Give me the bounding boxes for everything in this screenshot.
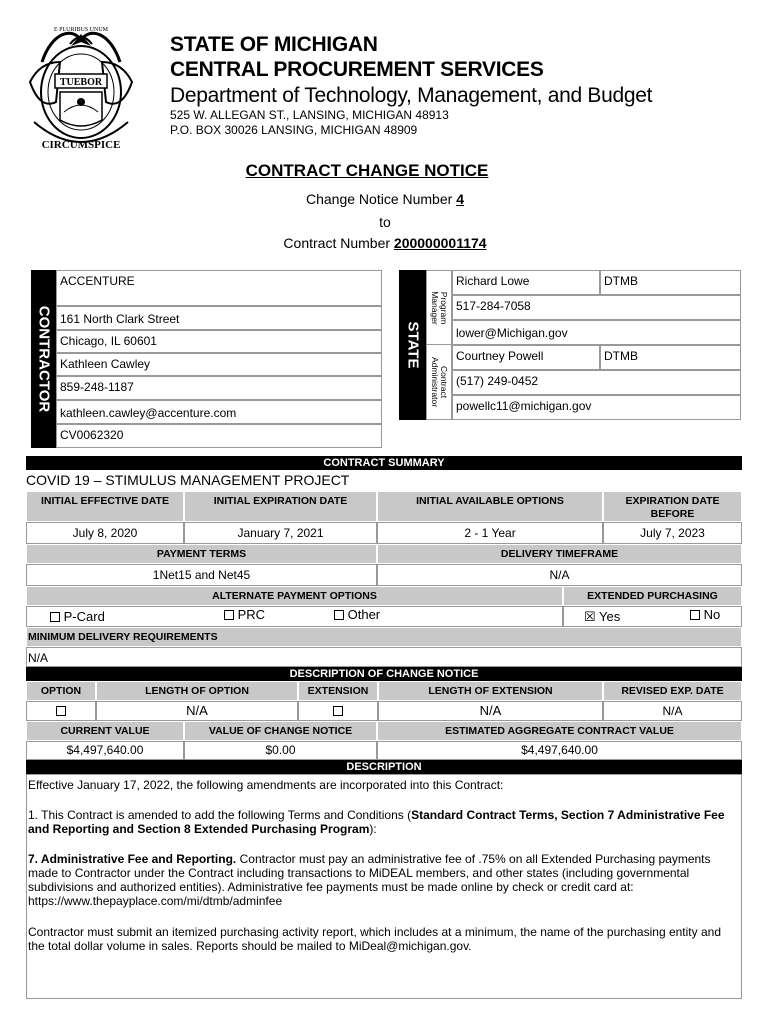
delivery-timeframe-header: DELIVERY TIMEFRAME xyxy=(377,544,742,564)
contract-administrator-label-box xyxy=(426,345,452,420)
contract-summary-band: CONTRACT SUMMARY xyxy=(26,456,742,470)
payment-terms-value: 1Net15 and Net45 xyxy=(26,564,377,586)
program-manager-label: Program Manager xyxy=(430,290,449,325)
header-address-pobox: P.O. BOX 30026 LANSING, MICHIGAN 48909 xyxy=(170,123,418,137)
alternate-payment-options-row xyxy=(26,606,563,627)
pcard-label: P-Card xyxy=(63,609,105,624)
change-notice-band: DESCRIPTION OF CHANGE NOTICE xyxy=(26,667,742,681)
pm-phone: 517-284-7058 xyxy=(452,295,741,320)
contractor-phone: 859-248-1187 xyxy=(56,376,382,400)
length-of-option-value: N/A xyxy=(96,701,298,721)
notice-title: CONTRACT CHANGE NOTICE xyxy=(245,161,489,180)
ca-email: powellc11@michigan.gov xyxy=(452,395,741,420)
option-header: OPTION xyxy=(26,681,96,701)
contractor-contact: Kathleen Cawley xyxy=(56,353,382,376)
contractor-street: 161 North Clark Street xyxy=(56,306,382,330)
amendment-text: 1. This Contract is amended to add the following Terms and Conditions ( xyxy=(28,808,412,822)
seal-motto-text: CIRCUMSPICE xyxy=(41,139,121,151)
header-address-street: 525 W. ALLEGAN ST., LANSING, MICHIGAN 48913 xyxy=(170,108,449,122)
minimum-delivery-header: MINIMUM DELIVERY REQUIREMENTS xyxy=(26,627,742,647)
admin-fee-text: Contractor must pay an administrative fee of .75% on all Extended Purchasing payments made to Contractor under the Contract including transactions to MiDEAL members, and other states (including governmental subdivisions and authorized entities). Administrative fee payments must be made online by check or credit card at: https://www.thepayplace.com/mi/dtmb/adminfee xyxy=(28,852,711,908)
state-label: STATE xyxy=(404,321,421,369)
pm-name: Richard Lowe xyxy=(452,270,600,295)
initial-effective-date-value: July 8, 2020 xyxy=(26,522,184,544)
extension-header: EXTENSION xyxy=(298,681,378,701)
contractor-label: CONTRACTOR xyxy=(35,305,52,413)
estimated-aggregate-value-header: ESTIMATED AGGREGATE CONTRACT VALUE xyxy=(377,721,742,741)
pm-email: lower@Michigan.gov xyxy=(452,320,741,345)
contractor-email: kathleen.cawley@accenture.com xyxy=(56,400,382,424)
current-value-header: CURRENT VALUE xyxy=(26,721,184,741)
amendment-close: ): xyxy=(369,822,377,836)
option-checkbox[interactable] xyxy=(56,706,66,716)
no-checkbox[interactable] xyxy=(690,610,700,620)
yes-checked-box-icon[interactable]: ☒ xyxy=(584,609,596,624)
expiration-date-before-header-line1: EXPIRATION DATE xyxy=(625,495,720,507)
description-amendment xyxy=(28,808,740,836)
value-of-change-notice: $0.00 xyxy=(184,741,377,760)
description-band: DESCRIPTION xyxy=(26,760,742,774)
description-admin-fee xyxy=(28,852,740,908)
length-of-extension-header: LENGTH OF EXTENSION xyxy=(378,681,603,701)
minimum-delivery-value: N/A xyxy=(26,647,742,667)
initial-available-options-value: 2 - 1 Year xyxy=(377,522,603,544)
revised-exp-date-value: N/A xyxy=(603,701,742,721)
expiration-date-before-header-line2: BEFORE xyxy=(650,508,695,520)
expiration-date-before-value: July 7, 2023 xyxy=(603,522,742,544)
extension-checkbox[interactable] xyxy=(333,706,343,716)
to-line: to xyxy=(379,214,391,230)
current-value: $4,497,640.00 xyxy=(26,741,184,760)
initial-available-options-header: INITIAL AVAILABLE OPTIONS xyxy=(377,491,603,522)
contractor-vendor-id: CV0062320 xyxy=(56,424,382,448)
other-checkbox[interactable] xyxy=(334,610,344,620)
michigan-seal-icon xyxy=(22,22,140,152)
contractor-name: ACCENTURE xyxy=(56,270,382,306)
description-intro: Effective January 17, 2022, the following amendments are incorporated into this Contract: xyxy=(28,778,504,792)
change-notice-number: 4 xyxy=(456,191,464,207)
pm-agency: DTMB xyxy=(600,270,741,295)
contract-number-label: Contract Number xyxy=(283,235,391,251)
contractor-label-bar xyxy=(31,270,56,448)
prc-label: PRC xyxy=(237,607,266,622)
contract-administrator-label: Contract Administrator xyxy=(430,356,449,408)
extension-cell xyxy=(298,701,378,721)
ca-agency: DTMB xyxy=(600,345,741,370)
seal-banner-text: TUEBOR xyxy=(59,77,103,88)
delivery-timeframe-value: N/A xyxy=(377,564,742,586)
payment-terms-header: PAYMENT TERMS xyxy=(26,544,377,564)
change-notice-label: Change Notice Number xyxy=(306,191,453,207)
ca-name: Courtney Powell xyxy=(452,345,600,370)
pcard-checkbox[interactable] xyxy=(50,612,60,622)
expiration-date-before-header xyxy=(603,491,742,522)
contractor-city: Chicago, IL 60601 xyxy=(56,330,382,353)
estimated-aggregate-value: $4,497,640.00 xyxy=(377,741,742,760)
no-label: No xyxy=(703,607,721,622)
prc-checkbox[interactable] xyxy=(224,610,234,620)
extended-purchasing-header: EXTENDED PURCHASING xyxy=(563,586,742,606)
value-of-change-notice-header: VALUE OF CHANGE NOTICE xyxy=(184,721,377,741)
option-cell xyxy=(26,701,96,721)
yes-label: Yes xyxy=(599,609,621,624)
amendment-terms: Standard Contract Terms, Section 7 Administrative Fee and Reporting and Section 8 Extended Purchasing Program xyxy=(28,808,725,836)
description-reporting: Contractor must submit an itemized purchasing activity report, which includes at a minimum, the name of the purchasing entity and the total dollar volume in sales. Reports should be mailed to MiDeal@michigan.gov. xyxy=(28,925,721,953)
no-option[interactable] xyxy=(690,607,720,622)
ca-phone: (517) 249-0452 xyxy=(452,370,741,395)
admin-fee-heading: 7. Administrative Fee and Reporting. xyxy=(28,852,237,866)
program-manager-label-box xyxy=(426,270,452,345)
contract-number-line xyxy=(0,235,770,251)
yes-option[interactable] xyxy=(584,609,620,625)
seal-top-motto-text: E PLURIBUS UNUM xyxy=(53,27,109,33)
initial-expiration-date-value: January 7, 2021 xyxy=(184,522,377,544)
length-of-extension-value: N/A xyxy=(378,701,603,721)
initial-expiration-date-header: INITIAL EXPIRATION DATE xyxy=(184,491,377,522)
change-notice-line xyxy=(0,191,770,207)
header-state: STATE OF MICHIGAN xyxy=(170,33,378,56)
project-title: COVID 19 – STIMULUS MANAGEMENT PROJECT xyxy=(26,472,350,488)
contract-number-value: 200000001174 xyxy=(393,235,487,251)
header-office: CENTRAL PROCUREMENT SERVICES xyxy=(170,58,544,81)
other-option[interactable] xyxy=(334,607,380,622)
length-of-option-header: LENGTH OF OPTION xyxy=(96,681,298,701)
state-label-bar xyxy=(399,270,426,420)
prc-option[interactable] xyxy=(224,607,265,622)
other-label: Other xyxy=(347,607,381,622)
header-department: Department of Technology, Management, and Budget xyxy=(170,84,653,107)
alternate-payment-options-header: ALTERNATE PAYMENT OPTIONS xyxy=(26,586,563,606)
initial-effective-date-header: INITIAL EFFECTIVE DATE xyxy=(26,491,184,522)
pcard-option[interactable] xyxy=(50,609,105,624)
revised-exp-date-header: REVISED EXP. DATE xyxy=(603,681,742,701)
